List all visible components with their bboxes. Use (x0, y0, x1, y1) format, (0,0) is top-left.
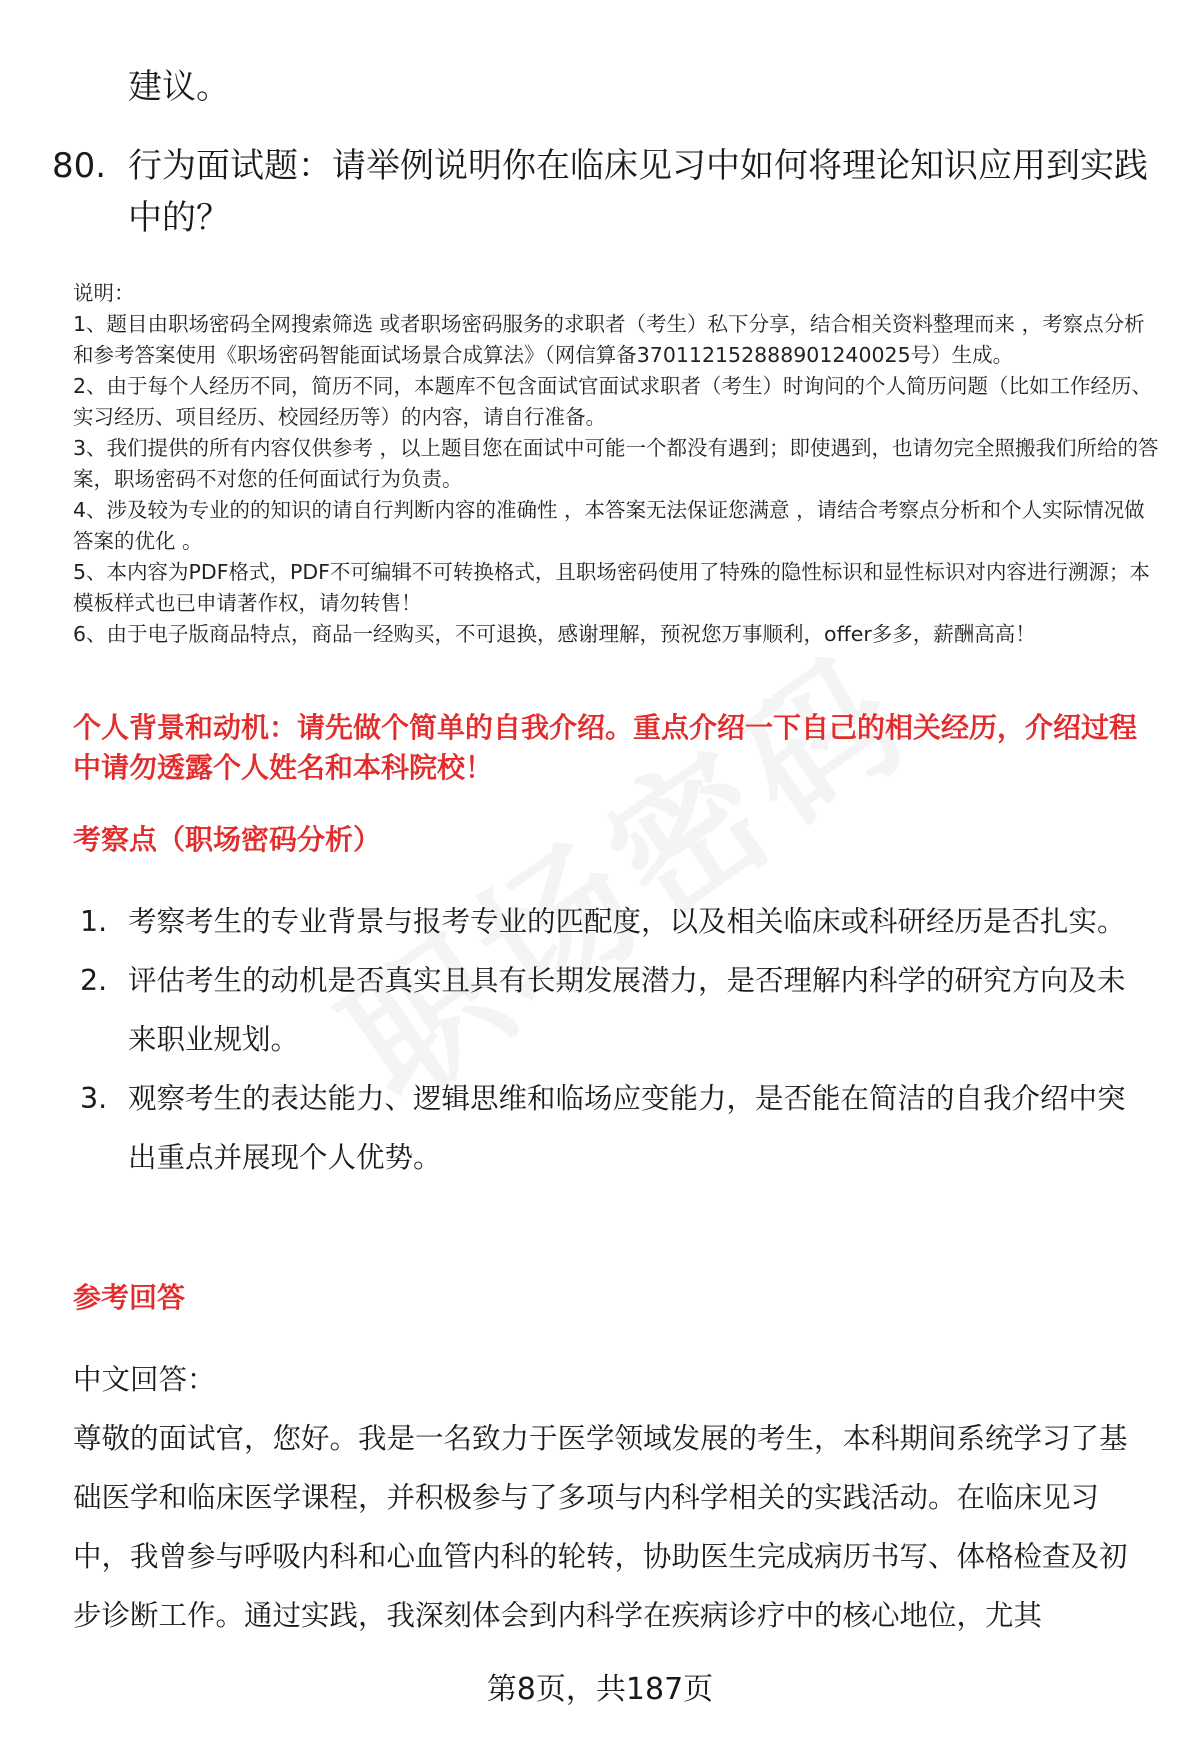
key-point-number: 2. (80, 964, 108, 997)
interview-question-heading: 个人背景和动机：请先做个简单的自我介绍。重点介绍一下自己的相关经历，介绍过程中请勿透露个人姓名和本科院校！ (73, 711, 1138, 784)
notes-block (73, 278, 1163, 650)
key-point-number: 3. (80, 1082, 108, 1115)
note-item: 2、由于每个人经历不同，简历不同，本题库不包含面试官面试求职者（考生）时询问的个人简历问题（比如工作经历、实习经历、项目经历、校园经历等）的内容，请自行准备。 (73, 374, 1153, 429)
answer-label: 中文回答： (73, 1363, 216, 1396)
page-footer: 第8页，共187页 (486, 1672, 714, 1707)
key-points-heading: 考察点（职场密码分析） (73, 823, 382, 856)
key-point-text: 观察考生的表达能力、逻辑思维和临场应变能力，是否能在简洁的自我介绍中突出重点并展现个人优势。 (128, 1082, 1126, 1174)
question-number: 80. (52, 146, 107, 186)
key-point-text: 评估考生的动机是否真实且具有长期发展潜力，是否理解内科学的研究方向及未来职业规划。 (128, 964, 1126, 1056)
reference-answer-heading: 参考回答 (73, 1281, 186, 1314)
key-point-text: 考察考生的专业背景与报考专业的匹配度，以及相关临床或科研经历是否扎实。 (128, 905, 1126, 938)
notes-title: 说明： (73, 281, 135, 305)
key-point-item (80, 1069, 1140, 1187)
key-point-item (80, 892, 1140, 951)
note-item: 3、我们提供的所有内容仅供参考 ，以上题目您在面试中可能一个都没有遇到；即使遇到，也请勿完全照搬我们所给的答案，职场密码不对您的任何面试行为负责。 (73, 436, 1159, 491)
note-item: 1、题目由职场密码全网搜索筛选 或者职场密码服务的求职者（考生）私下分享，结合相关资料整理而来 ，考察点分析和参考答案使用《职场密码智能面试场景合成算法》（网信算备370112152888901240025号）生成。 (73, 312, 1145, 367)
key-point-number: 1. (80, 905, 108, 938)
key-point-item (80, 951, 1140, 1069)
note-item: 5、本内容为PDF格式，PDF不可编辑不可转换格式，且职场密码使用了特殊的隐性标识和显性标识对内容进行溯源；本模板样式也已申请著作权，请勿转售！ (73, 560, 1150, 615)
answer-body: 尊敬的面试官，您好。我是一名致力于医学领域发展的考生，本科期间系统学习了基础医学和临床医学课程，并积极参与了多项与内科学相关的实践活动。在临床见习中，我曾参与呼吸内科和心血管内科的轮转，协助医生完成病历书写、体格检查及初步诊断工作。通过实践，我深刻体会到内科学在疾病诊疗中的核心地位，尤其 (73, 1422, 1128, 1632)
question-heading (52, 140, 1152, 244)
continuation-text: 建议。 (128, 67, 230, 107)
note-item: 4、涉及较为专业的的知识的请自行判断内容的准确性 ，本答案无法保证您满意 ，请结合考察点分析和个人实际情况做答案的优化 。 (73, 498, 1145, 553)
answer-block (73, 1350, 1153, 1645)
key-points-list (80, 892, 1140, 1187)
question-text: 行为面试题：请举例说明你在临床见习中如何将理论知识应用到实践中的？ (128, 146, 1148, 238)
note-item: 6、由于电子版商品特点，商品一经购买，不可退换，感谢理解，预祝您万事顺利，offer多多，薪酬高高！ (73, 622, 1036, 646)
